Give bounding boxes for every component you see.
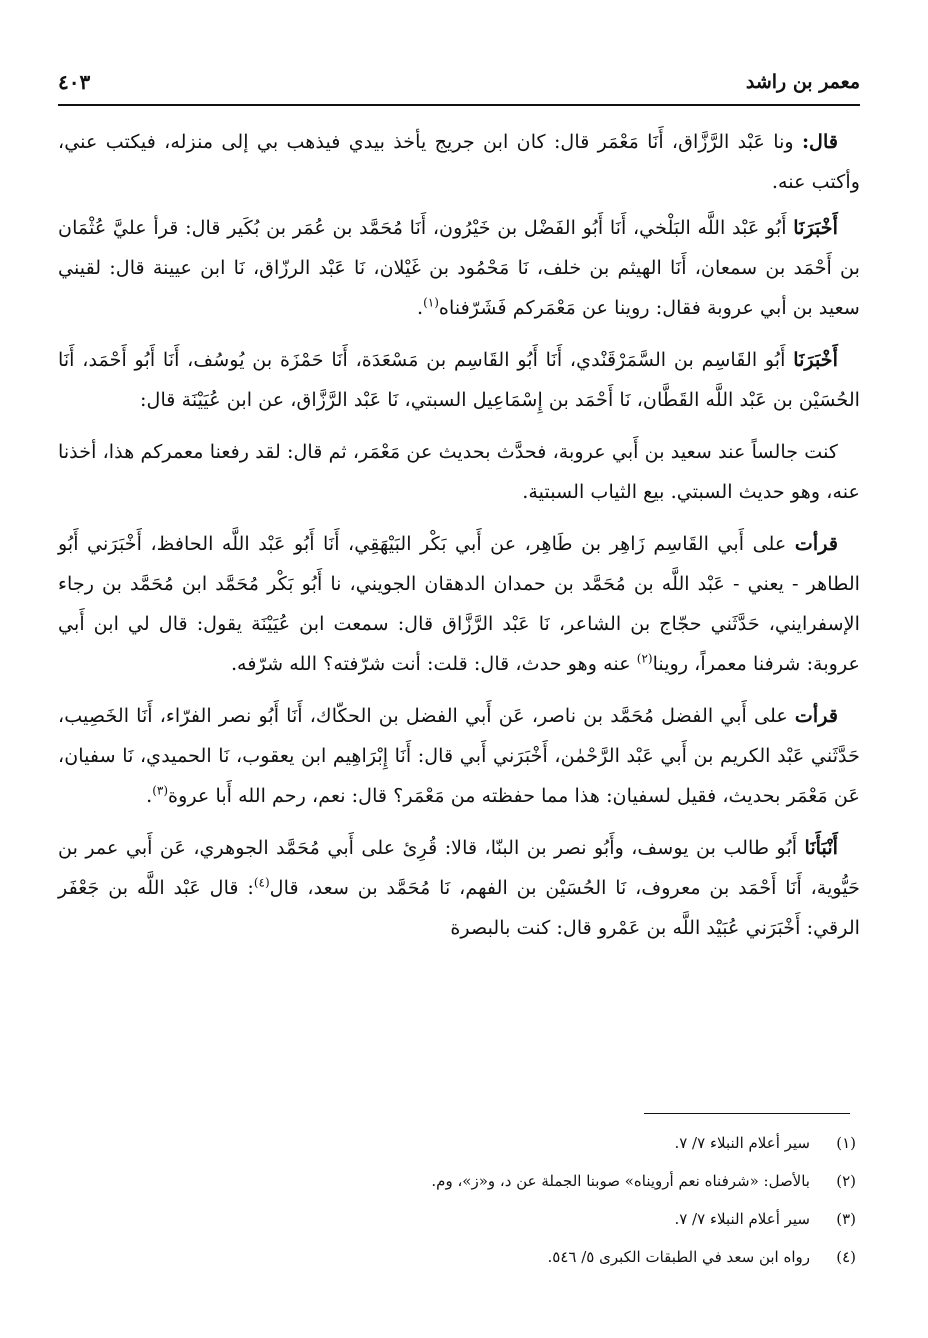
paragraph-tail: عنه وهو حدث، قال: قلت: أنت شرّفته؟ الله شرّفه.	[230, 652, 637, 675]
main-text	[58, 122, 860, 954]
footnote-text: سير أعلام النبلاء ٧/ ٧.	[674, 1210, 810, 1228]
paragraph-5	[58, 524, 860, 684]
page-number: ٤٠٣	[58, 70, 91, 94]
footnote-marker[interactable]: (٣)	[152, 783, 169, 798]
paragraph-text: أَبُو عَبْد اللَّه البَلْخي، أَنَا أَبُو الفَضْل بن خَيْرُون، أَنَا مُحَمَّد بن عُمَر بن بُكَير قال: قرأ عليَّ عُثْمَان بن أَحْمَد بن سمعان، أَنَا الهيثم بن خلف، نَا مَحْمُود بن غَيْلان، نَا عَبْد الرزّاق، نَا ابن عيينة قال: لقيني سعيد بن أبي عروبة فقال: روينا عن مَعْمَركم فَشَرّفناه	[58, 216, 860, 319]
running-header	[58, 62, 860, 102]
paragraph-4	[58, 432, 860, 512]
footnote-item	[58, 1124, 856, 1162]
paragraph-lead: أَخْبَرَنَا	[793, 348, 838, 371]
footnotes	[58, 1124, 856, 1276]
paragraph-6	[58, 696, 860, 816]
footnote-marker[interactable]: (٤)	[253, 875, 270, 890]
paragraph-text: أَبُو القَاسِم بن السَّمَرْقَنْدي، أَنَا أَبُو القَاسِم بن مَسْعَدَة، أَنَا حَمْزَة بن يُوسُف، أَنَا أَبُو أَحْمَد، أَنَا الحُسَيْن بن عَبْد اللَّه القَطَّان، نَا أَحْمَد بن إِسْمَاعِيل السبتي، نَا عَبْد الرَّزَّاق، عن ابن عُيَيْنَة قال:	[58, 348, 860, 411]
paragraph-text: ونا عَبْد الرَّزَّاق، أَنَا مَعْمَر قال: كان ابن جريج يأخذ بيدي فيذهب بي إلى منزله، فيكتب عني، وأكتب عنه.	[58, 130, 860, 193]
footnote-text: رواه ابن سعد في الطبقات الكبرى ٥/ ٥٤٦.	[547, 1248, 810, 1266]
header-rule	[58, 104, 860, 106]
paragraph-lead: قال:	[801, 130, 838, 153]
paragraph-2	[58, 208, 860, 328]
paragraph-text: على أَبي الفضل مُحَمَّد بن ناصر، عَن أَبي الفضل بن الحكّاك، أَنَا أَبُو نصر الفرّاء، أَنَا الخَصِيب، حَدَّثَني عَبْد الكريم بن أَبي عَبْد الرَّحْمٰن، أَخْبَرَني أَبي قال: أَنَا إِبْرَاهِيم ابن يعقوب، نَا الحميدي، نَا سفيان، عَن مَعْمَر بحديث، فقيل لسفيان: هذا مما حفظته من مَعْمَر؟ قال: نعم، رحم الله أَبا عروة	[58, 704, 860, 807]
footnote-item	[58, 1200, 856, 1238]
footnote-text: سير أعلام النبلاء ٧/ ٧.	[674, 1134, 810, 1152]
footnote-number: (١)	[836, 1134, 856, 1152]
paragraph-lead: أَنْبَأَنَا	[804, 836, 838, 859]
paragraph-lead: قرأت	[794, 532, 838, 555]
paragraph-3	[58, 340, 860, 420]
paragraph-tail: .	[146, 784, 153, 807]
footnote-marker[interactable]: (١)	[423, 295, 439, 310]
paragraph-lead: أَخْبَرَنَا	[793, 216, 838, 239]
paragraph-tail: : قال عَبْد اللَّه بن جَعْفَر الرقي: أَخْبَرَني عُبَيْد اللَّه بن عَمْرو قال: كنت بالبصرة	[58, 876, 860, 939]
paragraph-tail: .	[416, 296, 424, 319]
footnote-item	[58, 1162, 856, 1200]
paragraph-text: أَبُو طالب بن يوسف، وأَبُو نصر بن البنّا، قالا: قُرِئ على أَبي مُحَمَّد الجوهري، عَن أَبي عمر بن حَيُّوية، أَنَا أَحْمَد بن معروف، نَا الحُسَيْن بن الفهم، نَا مُحَمَّد بن سعد، قال	[58, 836, 860, 899]
paragraph-1	[58, 122, 860, 202]
footnote-text: بالأصل: «شرفناه نعم أرويناه» صوبنا الجملة عن د، و«ز»، وم.	[431, 1172, 810, 1190]
footnote-marker[interactable]: (٢)	[636, 651, 653, 666]
paragraph-text: كنت جالساً عند سعيد بن أَبي عروبة، فحدَّث بحديث عن مَعْمَر، ثم قال: لقد رفعنا معمركم هذا، أخذنا عنه، وهو حديث السبتي. بيع الثياب السبتية.	[58, 440, 860, 503]
footnote-number: (٢)	[836, 1172, 856, 1190]
footnote-item	[58, 1238, 856, 1276]
footnote-number: (٤)	[836, 1248, 856, 1266]
footnote-rule	[644, 1113, 850, 1114]
paragraph-text: على أَبي القَاسِم زَاهِر بن طَاهِر، عن أَبي بَكْر البَيْهَقِي، أَنَا أَبُو عَبْد اللَّه الحافظ، أَخْبَرَني أَبُو الطاهر - يعني - عَبْد اللَّه بن مُحَمَّد بن حمدان الدهقان الجويني، نا أَبُو بَكْر مُحَمَّد ابن مُحَمَّد بن رجاء الإسفرايني، حَدَّثَني حجّاج بن الشاعر، نَا عَبْد الرَّزَّاق قال: سمعت ابن عُيَيْنَة يقول: قال لي ابن أَبي عروبة: شرفنا معمراً، روينا	[58, 532, 860, 675]
paragraph-7	[58, 828, 860, 948]
paragraph-lead: قرأت	[794, 704, 838, 727]
running-title: معمر بن راشد	[745, 71, 860, 93]
footnote-number: (٣)	[836, 1210, 856, 1228]
